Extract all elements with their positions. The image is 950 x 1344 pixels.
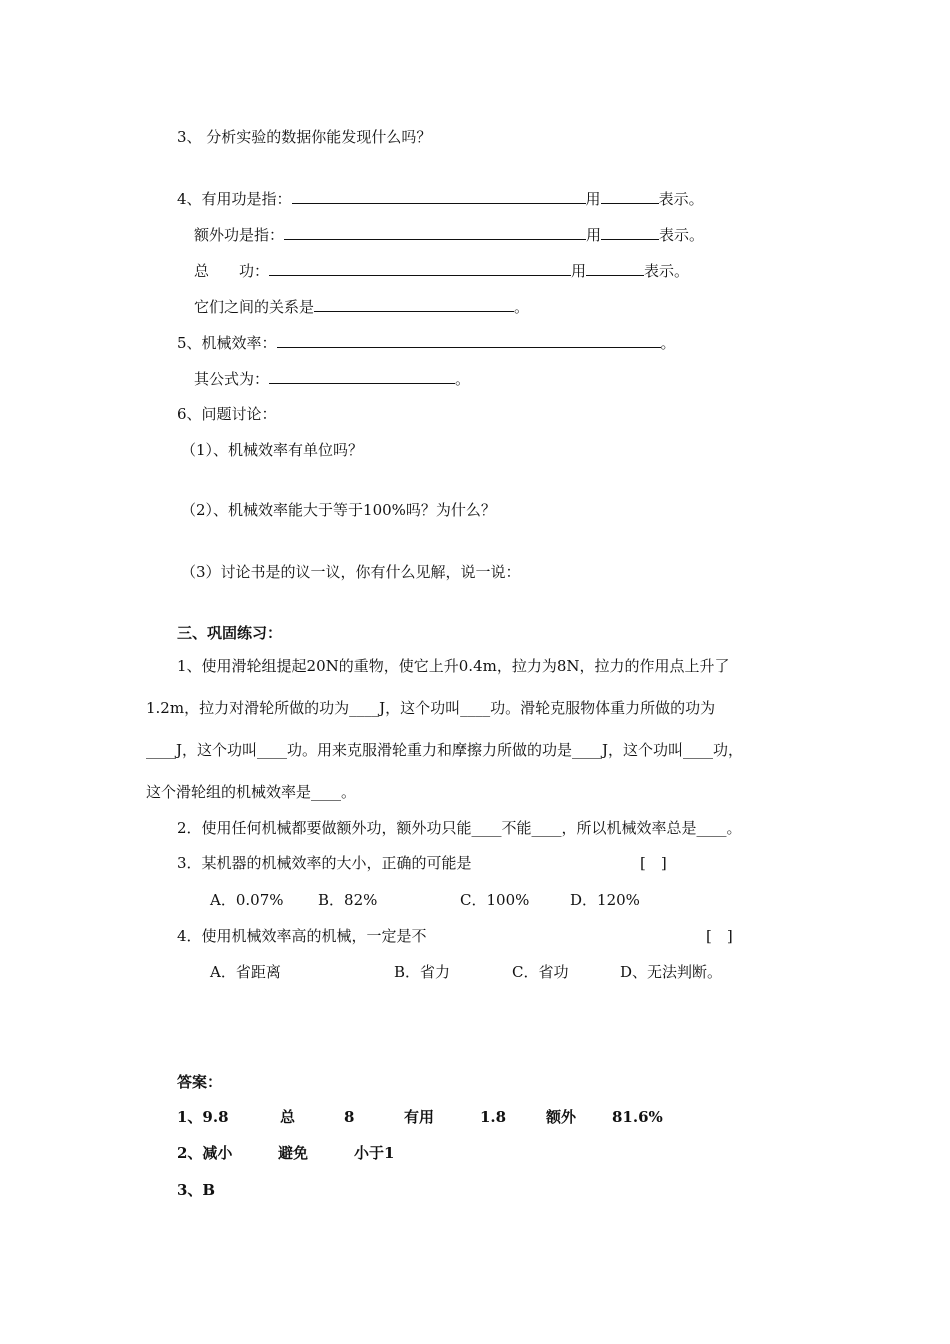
relation-line (194, 296, 529, 317)
exercise-4: 4．使用机械效率高的机械，一定是不 (177, 927, 427, 945)
extra-work-label: 额外功是指： (194, 226, 285, 244)
useful-work-symbol-blank[interactable] (601, 188, 659, 204)
yong-text: 用 (571, 262, 587, 280)
exercise-3-option-a[interactable]: A．0.07% (210, 891, 284, 909)
period: 。 (514, 298, 530, 316)
answer-cell: 额外 (546, 1108, 577, 1126)
answers-row-3: 3、B (177, 1181, 216, 1199)
exercise-4-answer-bracket[interactable]: [ ] (706, 927, 733, 945)
formula-line (194, 368, 470, 389)
useful-work-line (177, 188, 704, 209)
period: 。 (660, 334, 676, 352)
extra-work-line (194, 224, 704, 245)
discussion-3: （3）讨论书是的议一议，你有什么见解，说一说： (181, 563, 521, 581)
relation-blank[interactable] (314, 296, 514, 312)
answer-cell: 1.8 (480, 1108, 507, 1126)
efficiency-label: 5、机械效率： (177, 334, 277, 352)
exercise-3-option-c[interactable]: C．100% (460, 891, 530, 909)
total-work-blank[interactable] (269, 260, 571, 276)
exercise-3-option-b[interactable]: B．82% (318, 891, 378, 909)
exercise-1-line-2: 1.2m，拉力对滑轮所做的功为____J，这个功叫____功。滑轮克服物体重力所做的功为 (146, 699, 716, 717)
efficiency-blank[interactable] (277, 332, 661, 348)
answers-row-1 (0, 1107, 950, 1127)
discussion-2: （2）、机械效率能大于等于100%吗？为什么？ (181, 501, 496, 519)
answers-title: 答案： (177, 1073, 223, 1091)
efficiency-line (177, 332, 676, 353)
extra-work-symbol-blank[interactable] (601, 224, 659, 240)
exercise-4-option-a[interactable]: A．省距离 (210, 963, 281, 981)
answer-cell: 1、9.8 (177, 1108, 229, 1126)
section-title: 三、巩固练习： (177, 624, 283, 642)
answer-cell: 小于1 (354, 1144, 395, 1162)
question-3: 3、 分析实验的数据你能发现什么吗？ (177, 128, 432, 146)
useful-work-label: 4、有用功是指： (177, 190, 292, 208)
biaoshi-text: 表示。 (658, 190, 704, 208)
total-work-label: 总 功： (194, 262, 270, 280)
biaoshi-text: 表示。 (644, 262, 690, 280)
answer-cell: 有用 (404, 1108, 435, 1126)
formula-label: 其公式为： (194, 370, 270, 388)
yong-text: 用 (585, 190, 601, 208)
exercise-4-option-d[interactable]: D、无法判断。 (620, 963, 723, 981)
discussion-title: 6、问题讨论： (177, 405, 277, 423)
exercise-4-option-c[interactable]: C．省功 (512, 963, 569, 981)
exercise-2: 2．使用任何机械都要做额外功，额外功只能____不能____，所以机械效率总是____。 (177, 819, 742, 837)
useful-work-blank[interactable] (292, 188, 586, 204)
extra-work-blank[interactable] (284, 224, 586, 240)
total-work-line (194, 260, 689, 281)
exercise-1-line-4: 这个滑轮组的机械效率是____。 (146, 783, 357, 801)
exercise-4-option-b[interactable]: B．省力 (394, 963, 451, 981)
answer-cell: 8 (344, 1108, 355, 1126)
answer-cell: 总 (280, 1108, 296, 1126)
yong-text: 用 (586, 226, 602, 244)
answer-cell: 81.6% (612, 1108, 663, 1126)
discussion-1: （1）、机械效率有单位吗？ (181, 441, 364, 459)
exercise-3: 3．某机器的机械效率的大小，正确的可能是 (177, 854, 472, 872)
exercise-1-line-3: ____J，这个功叫____功。用来克服滑轮重力和摩擦力所做的功是____J，这个功叫____功， (146, 741, 744, 759)
total-work-symbol-blank[interactable] (586, 260, 644, 276)
relation-label: 它们之间的关系是 (194, 298, 315, 316)
exercise-3-option-d[interactable]: D．120% (570, 891, 640, 909)
answers-row-2 (0, 1143, 950, 1163)
answer-cell: 2、减小 (177, 1144, 233, 1162)
exercise-1-line-1: 1、使用滑轮组提起20N的重物，使它上升0.4m，拉力为8N，拉力的作用点上升了 (177, 657, 730, 675)
answer-cell: 避免 (278, 1144, 309, 1162)
period: 。 (455, 370, 471, 388)
formula-blank[interactable] (269, 368, 455, 384)
biaoshi-text: 表示。 (659, 226, 705, 244)
exercise-3-answer-bracket[interactable]: [ ] (640, 854, 667, 872)
